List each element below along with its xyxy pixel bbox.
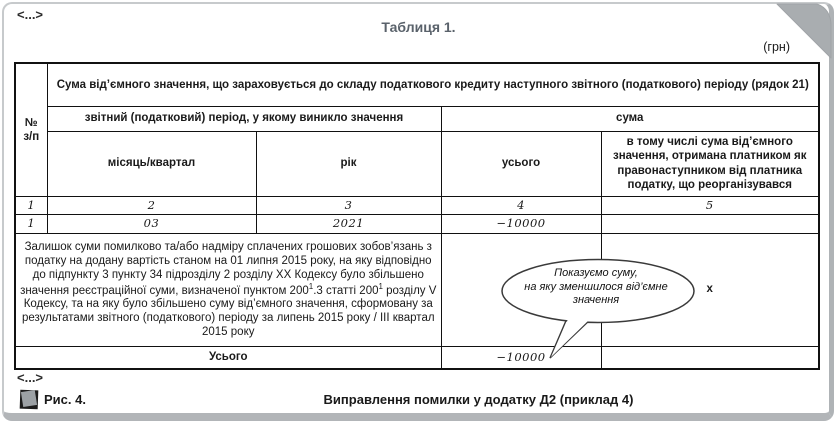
header-cell-main: Сума від’ємного значення, що зараховується до складу податкового кредиту наступного звітного (податкового) періоду (рядок 21) bbox=[47, 63, 819, 106]
folded-corner-icon bbox=[773, 0, 837, 64]
header-cell-period-group: звітний (податковий) період, у якому виникло значення bbox=[47, 106, 441, 131]
omitted-content-marker-top: <...> bbox=[17, 7, 44, 22]
data-cell-total: −10000 bbox=[441, 214, 601, 233]
header-cell-successor: в тому числі сума від’ємного значення, отримана платником як правонаступником від платника податку, що реорганізувався bbox=[601, 131, 819, 196]
note-text-part1: Залишок суми помилково та/або надміру сплачених грошових зобов’язань з податку на додану вартість станом на 01 липня 2015 року, на яку відповідно до підпункту 3 пункту 34 підрозділу 2 розділу ХХ Кодексу було збільшено значення реєстраційної суми, визначеної пунктом 200 bbox=[20, 240, 432, 297]
header-cell-month: місяць/квартал bbox=[47, 131, 256, 196]
column-number-1: 1 bbox=[15, 196, 47, 214]
data-cell-year: 2021 bbox=[256, 214, 441, 233]
data-cell-successor bbox=[601, 214, 819, 233]
header-row-columns bbox=[15, 131, 819, 196]
note-text-part2: .3 статті 200 bbox=[313, 284, 379, 297]
note-text-part3: розділу V Кодексу, та на яку було збільшено суму від’ємного значення, сформовану за результатами звітного (податкового) періоду за липень 2015 року / III квартал 2015 року bbox=[21, 284, 437, 339]
omitted-content-marker-bottom: <...> bbox=[17, 370, 44, 385]
header-cell-no: № з/п bbox=[15, 63, 47, 196]
header-row-groups bbox=[15, 106, 819, 131]
figure-caption: Виправлення помилки у додатку Д2 (приклад 4) bbox=[323, 392, 634, 407]
header-cell-sum-group: сума bbox=[441, 106, 819, 131]
speech-bubble-line3: значення bbox=[572, 294, 620, 306]
data-cell-no: 1 bbox=[15, 214, 47, 233]
column-number-4: 4 bbox=[441, 196, 601, 214]
data-row bbox=[15, 214, 819, 233]
speech-bubble-line1: Показуємо суму, bbox=[554, 267, 638, 279]
speech-bubble-text bbox=[506, 267, 686, 308]
column-number-5: 5 bbox=[601, 196, 819, 214]
header-cell-year: рік bbox=[256, 131, 441, 196]
note-superscript-1: 1 bbox=[308, 281, 314, 291]
header-cell-total: усього bbox=[441, 131, 601, 196]
figure-label: Рис. 4. bbox=[44, 392, 86, 407]
currency-note: (грн) bbox=[763, 40, 790, 54]
column-numbers-row bbox=[15, 196, 819, 214]
header-row-main bbox=[15, 63, 819, 106]
note-text-cell bbox=[15, 233, 441, 346]
note-superscript-2: 1 bbox=[378, 281, 383, 291]
note-successor-mark-cell: х bbox=[601, 233, 819, 346]
total-label-cell: Усього bbox=[15, 346, 441, 369]
table-title: Таблиця 1. bbox=[381, 19, 456, 35]
data-cell-month: 03 bbox=[47, 214, 256, 233]
figure-icon-square bbox=[21, 390, 37, 407]
column-number-3: 3 bbox=[256, 196, 441, 214]
total-value-cell: −10000 bbox=[441, 346, 601, 369]
column-number-2: 2 bbox=[47, 196, 256, 214]
speech-bubble-line2: на яку зменшилося від’ємне bbox=[524, 280, 668, 293]
figure-icon bbox=[20, 390, 38, 409]
